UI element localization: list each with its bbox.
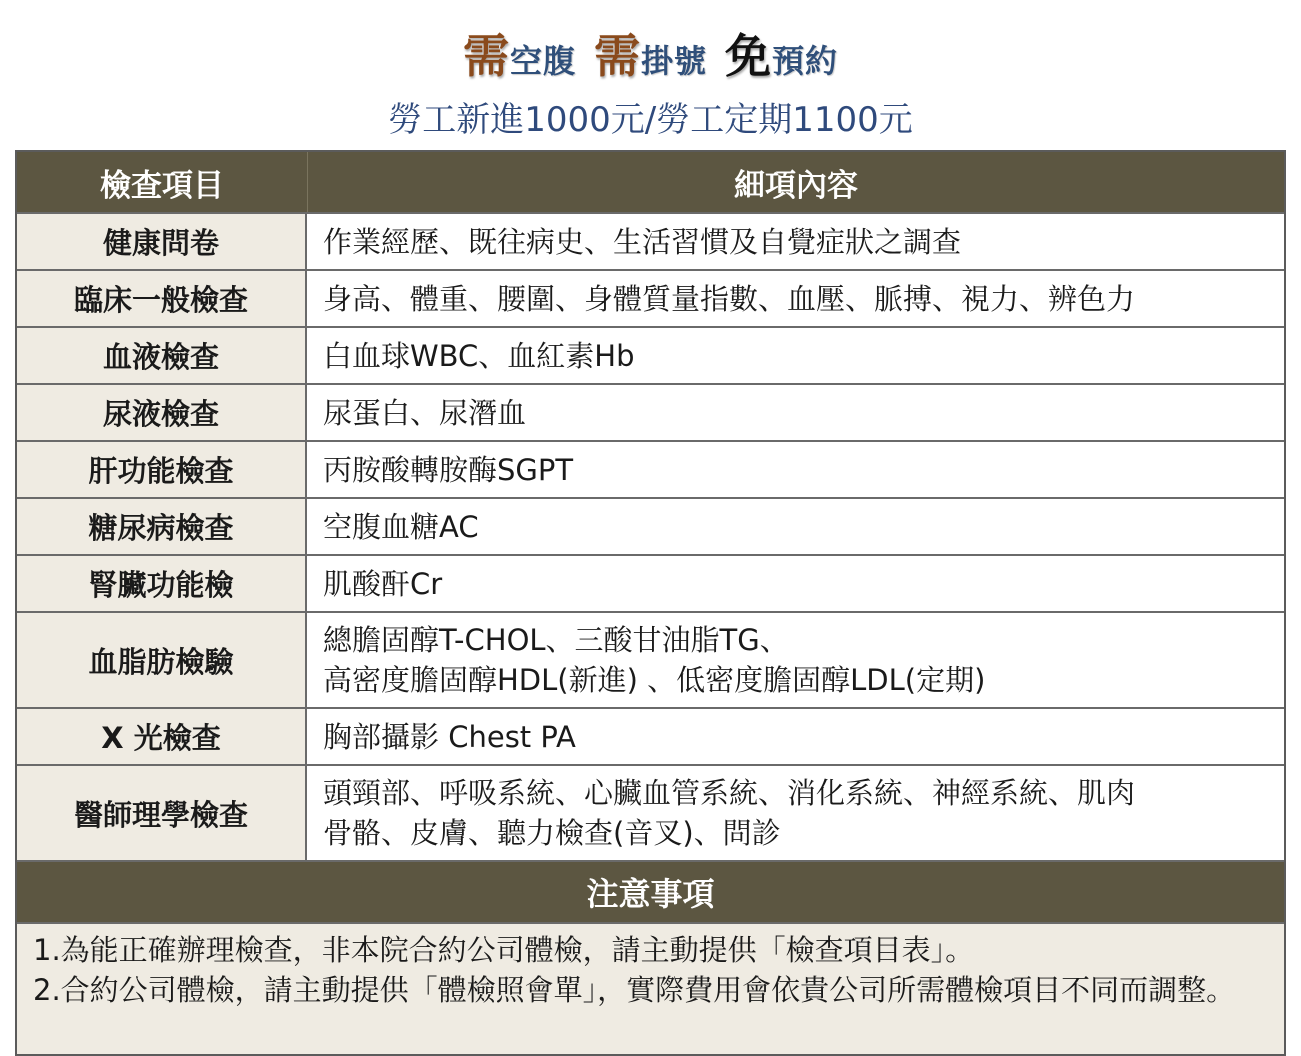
notes-header: 注意事項	[17, 860, 1284, 922]
row-item: 腎臟功能檢	[17, 556, 307, 611]
row-detail-line: 空腹血糖AC	[323, 509, 479, 544]
row-item: X 光檢查	[17, 709, 307, 764]
note-item	[33, 970, 1268, 1010]
notes-body	[17, 922, 1284, 1054]
title-part-2: 需	[593, 29, 641, 83]
note-text: 為能正確辦理檢查，非本院合約公司體檢，請主動提供「檢查項目表」。	[60, 933, 975, 967]
title-part-0: 需	[462, 29, 510, 83]
row-detail-line: 作業經歷、既往病史、生活習慣及自覺症狀之調查	[323, 224, 962, 259]
table-row	[17, 497, 1284, 554]
title-part-5: 預約	[772, 42, 839, 80]
row-detail-line: 高密度膽固醇HDL(新進) 、低密度膽固醇LDL(定期)	[323, 663, 986, 697]
table-header	[17, 152, 1284, 212]
row-item: 醫師理學檢查	[17, 766, 307, 860]
table-row	[17, 440, 1284, 497]
row-detail-line: 肌酸酐Cr	[323, 566, 443, 601]
table-row	[17, 554, 1284, 611]
table-row	[17, 326, 1284, 383]
note-number: 2.	[33, 973, 61, 1007]
title-part-3: 掛號	[640, 42, 707, 80]
row-detail-line: 總膽固醇T-CHOL、三酸甘油脂TG、	[323, 623, 789, 657]
row-detail-line: 胸部攝影 Chest PA	[323, 719, 576, 754]
row-detail-line: 身高、體重、腰圍、身體質量指數、血壓、脈搏、視力、辨色力	[323, 281, 1136, 316]
col-header-detail: 細項內容	[734, 167, 858, 204]
row-detail-line: 白血球WBC、血紅素Hb	[323, 338, 635, 373]
row-item: 臨床一般檢查	[17, 271, 307, 326]
row-item: 糖尿病檢查	[17, 499, 307, 554]
title-part-1: 空腹	[509, 42, 576, 80]
table-row	[17, 707, 1284, 764]
title-part-4: 免	[725, 29, 772, 83]
row-item: 尿液檢查	[17, 385, 307, 440]
row-detail-line: 丙胺酸轉胺酶SGPT	[323, 452, 574, 487]
row-item: 肝功能檢查	[17, 442, 307, 497]
note-item	[33, 930, 1268, 970]
page-title	[0, 28, 1301, 89]
table-row	[17, 383, 1284, 440]
table-row	[17, 764, 1284, 860]
price-line: 勞工新進1000元/勞工定期1100元	[388, 100, 913, 140]
note-text: 合約公司體檢，請主動提供「體檢照會單」，實際費用會依貴公司所需體檢項目不同而調整。	[60, 973, 1236, 1007]
table-row	[17, 269, 1284, 326]
row-detail-line: 尿蛋白、尿潛血	[323, 395, 527, 430]
row-detail-line: 頭頸部、呼吸系統、心臟血管系統、消化系統、神經系統、肌肉	[323, 776, 1136, 810]
row-detail-line: 骨骼、皮膚、聽力檢查(音叉)、問診	[323, 816, 781, 850]
exam-table	[15, 150, 1286, 1056]
col-header-item: 檢查項目	[17, 152, 308, 212]
row-item: 血脂肪檢驗	[17, 613, 307, 707]
row-item: 健康問卷	[17, 214, 307, 269]
table-row	[17, 611, 1284, 707]
row-item: 血液檢查	[17, 328, 307, 383]
note-number: 1.	[33, 933, 61, 967]
table-row	[17, 212, 1284, 269]
